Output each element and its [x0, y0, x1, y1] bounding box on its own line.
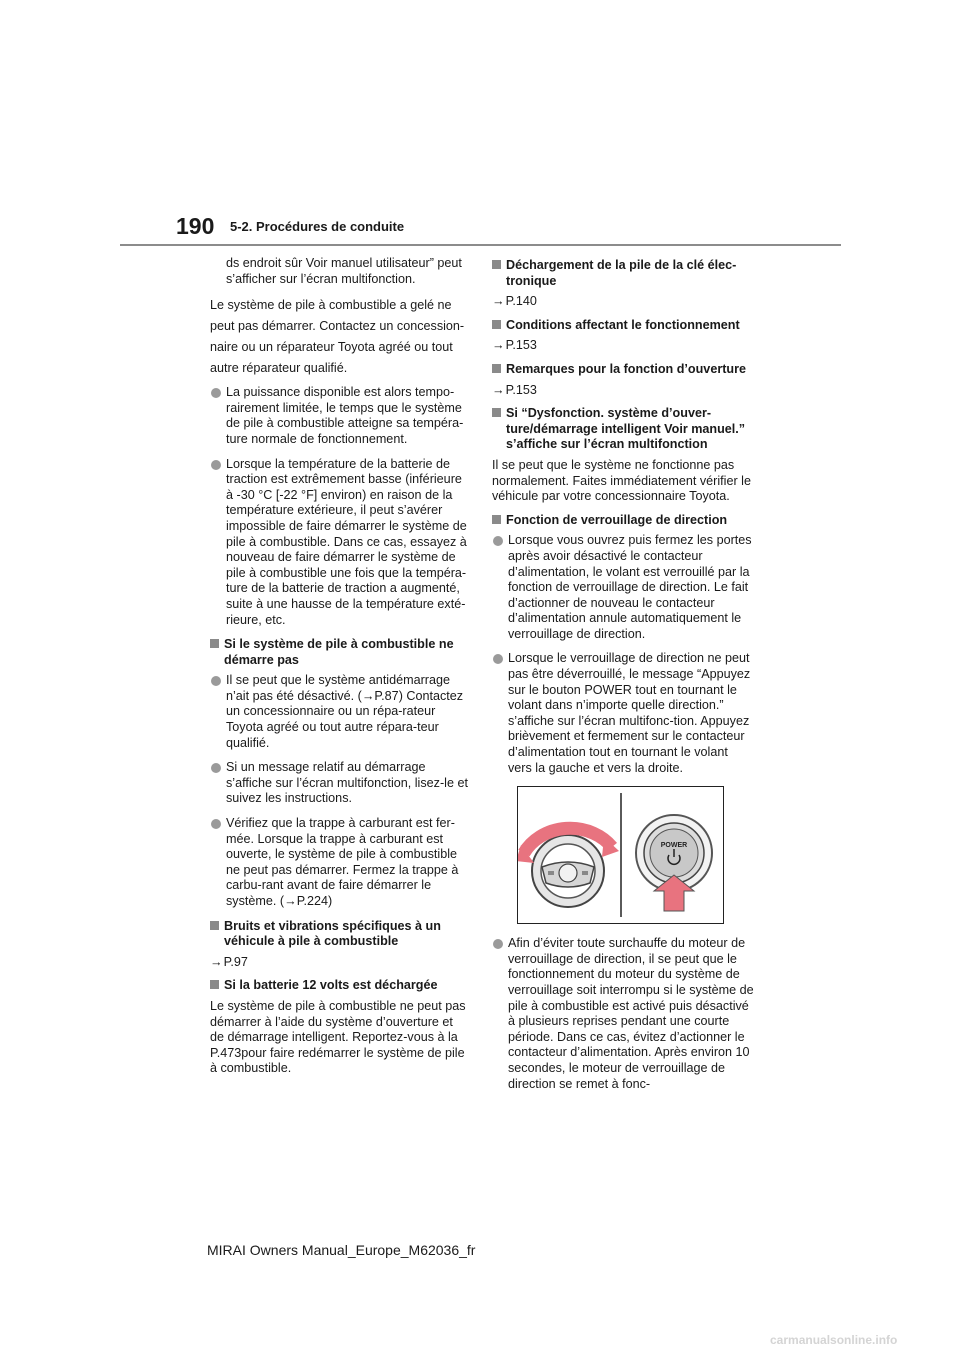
bullet-dot-icon	[211, 819, 221, 829]
ref-arrow-icon: →	[492, 382, 505, 397]
bullet-dot-icon	[493, 536, 503, 546]
page-reference	[210, 955, 468, 971]
bullet-dot-icon	[493, 654, 503, 664]
bullet-text: Si un message relatif au démarrage s’affiche sur l’écran multifonction, lisez-le et suivez les instructions.	[226, 760, 468, 806]
ref-arrow-icon: →	[210, 954, 223, 969]
page-reference	[492, 338, 754, 354]
paragraph-line: peut pas démarrer. Contactez un concession-	[210, 319, 465, 334]
section-heading	[210, 637, 468, 668]
section-heading	[492, 258, 754, 289]
bullet-item	[210, 673, 468, 751]
page-reference-link[interactable]: P.153	[505, 338, 537, 353]
heading-text: Si la batterie 12 volts est déchargée	[224, 978, 438, 993]
power-label: POWER	[660, 842, 688, 850]
bullet-text: Vérifiez que la trappe à carburant est fer-mée. Lorsque la trappe à carburant est ouverte, le système de pile à combustible ne peut pas démarrer. Fermez la trappe à carbu-rant avant de faire démarrer le système. (	[226, 816, 459, 908]
bullet-text: Lorsque la température de la batterie de traction est extrêmement basse (inférieure à -30 °C [-22 °F] environ) en raison de la température extérieure, il peut s’avérer impossible de faire démarrer le système de pile à combustible. Dans ce cas, essayez à nouveau de faire démarrer le système de pile à combustible une fois que la tempéra-ture de la batterie de traction a augmenté, suite à une hausse de la température exté-rieure, etc.	[226, 456, 467, 627]
heading-text: Bruits et vibrations spécifiques à un véhicule à pile à combustible	[224, 918, 441, 949]
figure-illustration	[518, 787, 723, 923]
bullet-text: )	[327, 894, 333, 908]
square-bullet-icon	[210, 639, 219, 648]
paragraph: Il se peut que le système ne fonctionne pas normalement. Faites immédiatement vérifier le véhicule par votre concessionnaire Toyota.	[492, 457, 751, 504]
bullet-dot-icon	[211, 388, 221, 398]
square-bullet-icon	[492, 364, 501, 373]
heading-text: Si “Dysfonction. système d’ouver-ture/démarrage intelligent Voir manuel.” s’affiche sur l’écran multifonction	[506, 406, 746, 452]
bullet-text: ) Contactez un concessionnaire ou un répa-rateur Toyota agréé ou tout autre répara-teur qualifié.	[226, 688, 464, 750]
section-heading	[210, 919, 468, 950]
page-number: 190	[176, 213, 215, 239]
square-bullet-icon	[210, 980, 219, 989]
bullet-text: Lorsque le verrouillage de direction ne peut pas être déverrouillé, le message “Appuyez sur le bouton POWER tout en tournant le volant dans n’importe quelle direction.” s’affiche sur l’écran multifonc-tion. Appuyez brièvement et fermement sur le contacteur d’alimentation tout en tournant le volant vers la gauche et vers la droite.	[508, 651, 751, 775]
section-heading	[210, 978, 468, 994]
page-reference-link[interactable]: P.87	[374, 688, 399, 703]
bullet-dot-icon	[211, 763, 221, 773]
square-bullet-icon	[492, 515, 501, 524]
bullet-text: Afin d’éviter toute surchauffe du moteur de verrouillage de direction, il se peut que le fonctionnement du moteur du système de verrouillage soit interrompu si le système de pile à combustible est activé puis désactivé à plusieurs reprises pendant une courte période. Dans ce cas, évitez d’actionner le contacteur d’alimentation. Après environ 10 secondes, le moteur de verrouillage de direction se remet à fonc-	[508, 936, 754, 1091]
square-bullet-icon	[492, 320, 501, 329]
steering-wheel-icon	[532, 835, 604, 907]
page-reference-link[interactable]: P.224	[296, 894, 328, 908]
continued-text: ds endroit sûr Voir manuel utilisateur” peut s’afficher sur l’écran multifonction.	[226, 256, 462, 286]
bullet-item	[210, 457, 468, 629]
paragraph-line: autre réparateur qualifié.	[210, 361, 348, 376]
square-bullet-icon	[492, 408, 501, 417]
bullet-item	[492, 533, 754, 642]
page-footer: MIRAI Owners Manual_Europe_M62036_fr	[207, 1242, 476, 1258]
page-reference	[492, 294, 754, 310]
bullet-item	[492, 936, 754, 1092]
heading-text: Conditions affectant le fonctionnement	[506, 317, 740, 332]
square-bullet-icon	[210, 921, 219, 930]
paragraph	[210, 295, 468, 379]
heading-text: Fonction de verrouillage de direction	[506, 512, 728, 527]
section-heading	[492, 362, 754, 378]
page-header	[0, 0, 960, 250]
section-heading	[492, 406, 754, 453]
section-heading	[492, 318, 754, 334]
paragraph-line: naire ou un réparateur Toyota agréé ou tout	[210, 340, 453, 355]
bullet-dot-icon	[211, 460, 221, 470]
paragraph: Le système de pile à combustible ne peut pas démarrer à l’aide du système d’ouverture et de démarrage intelligent. Reportez-vous à la P.473pour faire redémarrer le système de pile à combustible.	[210, 998, 466, 1076]
bullet-dot-icon	[211, 676, 221, 686]
header-rule	[120, 244, 841, 246]
bullet-dot-icon	[493, 939, 503, 949]
ref-arrow-icon: →	[492, 338, 505, 353]
bullet-text: Lorsque vous ouvrez puis fermez les portes après avoir désactivé le contacteur d’alimentation, le volant est verrouillé par la fonction de verrouillage de direction. Le fait d’actionner de nouveau le contacteur d’alimentation annule automatiquement le verrouillage de direction.	[508, 533, 752, 641]
steering-power-figure	[517, 786, 724, 924]
bullet-item	[210, 760, 468, 807]
heading-text: Remarques pour la fonction d’ouverture	[506, 361, 747, 376]
bullet-text: La puissance disponible est alors tempo-rairement limitée, le temps que le système de pile à combustible atteigne sa tempéra-ture normale de fonctionnement.	[226, 385, 464, 446]
watermark: carmanualsonline.info	[770, 1333, 898, 1347]
page-reference-link[interactable]: P.153	[505, 382, 537, 397]
heading-text: Déchargement de la pile de la clé élec-tronique	[506, 258, 737, 288]
square-bullet-icon	[492, 260, 501, 269]
right-column	[492, 256, 754, 1101]
section-heading	[492, 513, 754, 529]
ref-arrow-icon: →	[492, 294, 505, 309]
bullet-text: Il se peut que le système antidémarrage n’ait pas été désactivé. (	[226, 673, 451, 703]
ref-arrow-icon: →	[361, 688, 375, 703]
ref-arrow-icon: →	[284, 894, 297, 908]
page-reference	[492, 383, 754, 399]
page-reference-link[interactable]: P.97	[223, 954, 248, 969]
page-reference-link[interactable]: P.140	[505, 294, 537, 309]
bullet-item	[210, 385, 468, 447]
bullet-item	[492, 651, 754, 776]
paragraph-line: Le système de pile à combustible a gelé ne	[210, 298, 452, 313]
left-column	[210, 256, 468, 1085]
heading-text: Si le système de pile à combustible ne démarre pas	[224, 637, 454, 667]
bullet-item	[210, 816, 468, 910]
section-title: 5-2. Procédures de conduite	[230, 219, 405, 234]
